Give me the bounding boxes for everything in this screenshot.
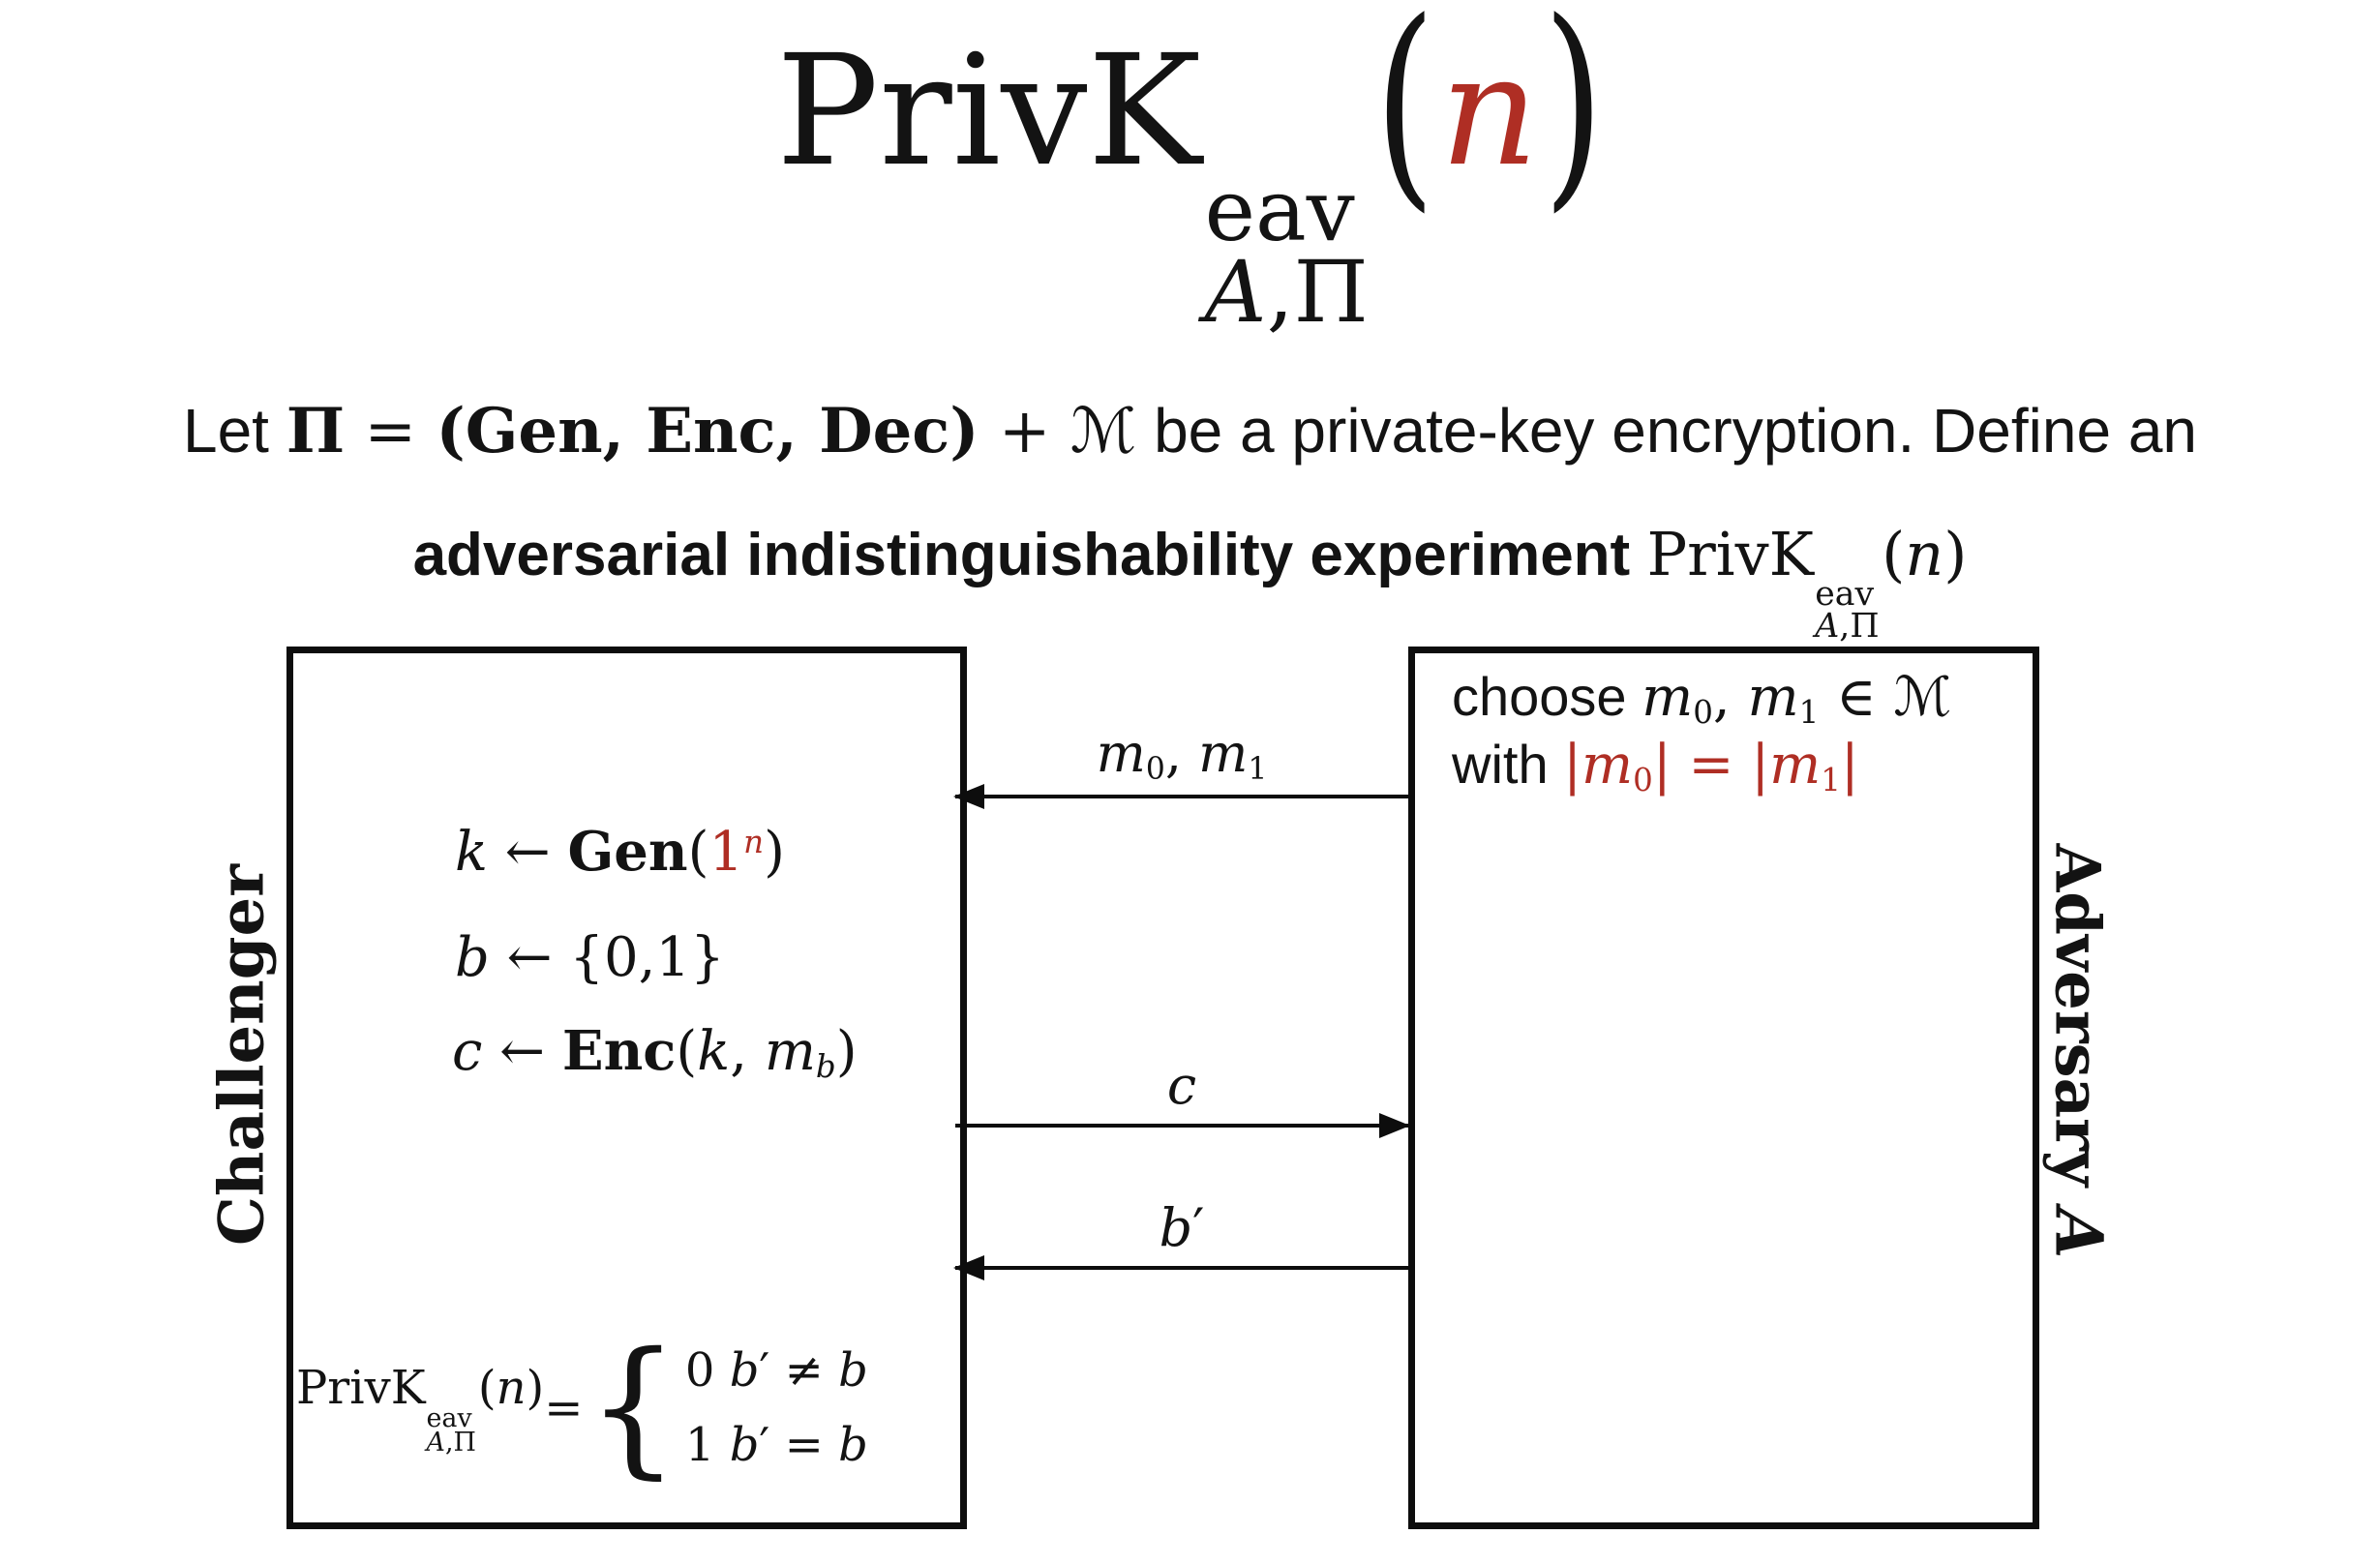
arrow-right-head bbox=[1379, 1113, 1410, 1138]
message-m0-m1-label: m0, m1 bbox=[1096, 723, 1268, 787]
privk-subsup-stack bbox=[1815, 575, 1880, 646]
message-c bbox=[955, 1056, 1408, 1128]
privk-close-paren: ) bbox=[1943, 519, 1968, 589]
equals-sign: = bbox=[544, 1380, 584, 1435]
privk-base: PrivK bbox=[296, 1360, 426, 1415]
arrow-left-head bbox=[953, 1255, 984, 1280]
script-a-symbol: A bbox=[1204, 242, 1267, 343]
arrow-left-head bbox=[953, 784, 984, 809]
case-row-output-0: 0 b′ ≠ b bbox=[684, 1343, 868, 1398]
message-c-label: c bbox=[1166, 1055, 1197, 1116]
privk-open-paren: ( bbox=[1882, 519, 1906, 589]
privk-superscript: eav bbox=[426, 1402, 472, 1433]
message-m0-m1-arrow bbox=[955, 795, 1408, 798]
privk-superscript: eav bbox=[1815, 575, 1875, 614]
intro-line-2-bold-text: adversarial indistinguishability experiment bbox=[412, 522, 1647, 588]
case-row-output-1: 1 b′ = b bbox=[684, 1417, 868, 1472]
intro-line-2 bbox=[0, 519, 2380, 646]
title-subsup-stack bbox=[1204, 161, 1369, 343]
script-a-symbol: A bbox=[1815, 606, 1840, 646]
title-formula bbox=[0, 0, 2380, 343]
cases-column bbox=[685, 1334, 868, 1483]
privk-subscript-rest: ,Π bbox=[1839, 606, 1880, 646]
title-open-paren: ( bbox=[1374, 0, 1436, 233]
challenger-step-encrypt: c ← Enc(k, mb) bbox=[452, 1019, 858, 1086]
privk-open-paren: ( bbox=[477, 1360, 497, 1415]
adversary-note-line-2: with |m0| = |m1| bbox=[1452, 734, 1859, 799]
title-base: PrivK bbox=[775, 22, 1202, 200]
message-b-prime-arrow bbox=[955, 1266, 1408, 1270]
message-c-arrow bbox=[955, 1124, 1408, 1128]
challenger-label: Challenger bbox=[205, 864, 279, 1246]
privk-subscript bbox=[426, 1428, 476, 1459]
challenger-result-formula bbox=[296, 1321, 868, 1494]
intro-privk-formula bbox=[1646, 519, 1968, 646]
challenger-step-keygen: k ← Gen(1$^n$) bbox=[455, 820, 785, 884]
message-m0-m1 bbox=[955, 724, 1408, 798]
privk-subscript bbox=[1815, 606, 1880, 646]
privk-subsup-stack bbox=[426, 1402, 476, 1459]
privk-subscript-rest: ,Π bbox=[444, 1428, 476, 1459]
privk-base: PrivK bbox=[1646, 519, 1814, 589]
message-b-prime-label: b′ bbox=[1159, 1197, 1205, 1258]
adversary-label-text: Adversary bbox=[2040, 843, 2114, 1209]
challenger-step-bit-choice: b ← {0,1} bbox=[455, 926, 725, 989]
title-subscript bbox=[1204, 242, 1369, 343]
intro-line-1: Let Π = (Gen, Enc, Dec) + ℳ be a private-key encryption. Define an bbox=[182, 395, 2198, 467]
script-a-symbol: A bbox=[2040, 1208, 2118, 1259]
title-close-paren: ) bbox=[1543, 0, 1605, 233]
adversary-label bbox=[2041, 844, 2118, 1259]
message-b-prime bbox=[955, 1198, 1408, 1270]
title-argument-n: n bbox=[1439, 22, 1539, 200]
title-superscript: eav bbox=[1204, 161, 1355, 260]
result-privk-formula bbox=[296, 1360, 545, 1459]
script-a-symbol: A bbox=[426, 1428, 445, 1459]
cases-brace: { bbox=[587, 1321, 679, 1494]
adversary-note-line-1: choose m0, m1 ∈ ℳ bbox=[1452, 666, 1952, 732]
privk-argument-n: n bbox=[496, 1360, 527, 1415]
title-subscript-rest: ,Π bbox=[1266, 242, 1369, 343]
privk-argument-n: n bbox=[1905, 519, 1944, 589]
privk-close-paren: ) bbox=[526, 1360, 545, 1415]
